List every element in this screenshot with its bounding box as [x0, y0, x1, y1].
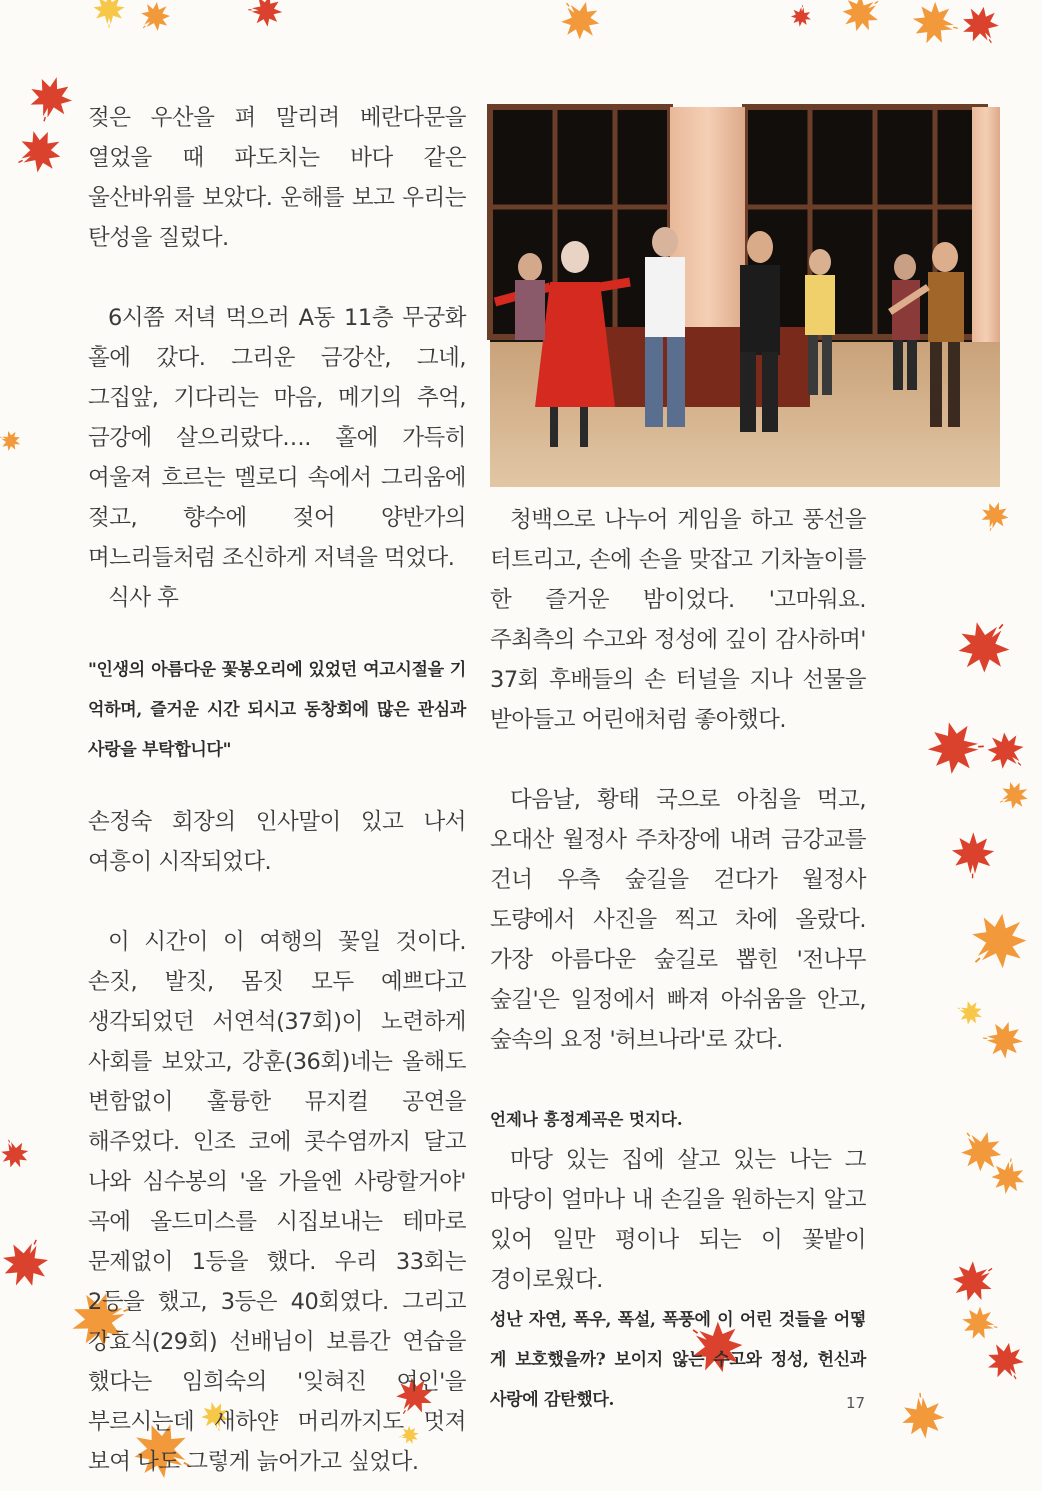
maple-leaf-icon — [944, 609, 1023, 688]
left-column — [88, 98, 466, 1482]
maple-leaf-icon — [10, 120, 72, 182]
president-quote: "인생의 아름다운 꽃봉오리에 있었던 여고시절을 기억하며, 즐거운 시간 되시고 동창회에 많은 관심과 사랑을 부탁합니다" — [88, 650, 466, 770]
paragraph-nature-bold: 성난 자연, 폭우, 폭설, 폭풍에 이 어린 것들을 어떻게 보호했을까? 보이지 않는 수고와 정성, 헌신과 사랑에 감탄했다. — [490, 1300, 866, 1420]
maple-leaf-icon — [987, 1157, 1028, 1198]
maple-leaf-icon — [832, 0, 888, 42]
paragraph-after-meal: 식사 후 — [88, 578, 466, 618]
maple-leaf-icon — [0, 427, 25, 455]
maple-leaf-icon — [958, 898, 1042, 983]
maple-leaf-icon — [924, 719, 983, 778]
subheading-valley: 언제나 흥정계곡은 멋지다. — [490, 1100, 866, 1140]
maple-leaf-icon — [995, 775, 1035, 815]
maple-leaf-icon — [906, 0, 961, 50]
maple-leaf-icon — [977, 722, 1034, 779]
paragraph-garden: 마당 있는 집에 살고 있는 나는 그 마당이 얼마나 내 손길을 원하는지 알고 있어 일만 평이나 되는 이 꽃밭이 경이로웠다. — [490, 1140, 866, 1300]
maple-leaf-icon — [956, 1301, 999, 1344]
maple-leaf-icon — [789, 5, 814, 30]
maple-leaf-icon — [0, 1135, 35, 1174]
maple-leaf-icon — [249, 0, 285, 29]
paragraph-umbrella: 젖은 우산을 펴 말리려 베란다문을 열었을 때 파도치는 바다 같은 울산바위를 보았다. 운해를 보고 우리는 탄성을 질렀다. — [88, 98, 466, 258]
right-column — [490, 500, 866, 1420]
maple-leaf-icon — [897, 1392, 948, 1443]
paragraph-entertainment: 이 시간이 이 여행의 꽃일 것이다. 손짓, 발짓, 몸짓 모두 예쁘다고 생각되었던 서연석(37회)이 노련하게 사회를 보았고, 강훈(36회)네는 올해도 변함없이 훌륭한 뮤지컬 공연을 해주었다. 인조 코에 콧수염까지 달고 나와 심수봉의 '올 가을엔 사랑할거야' 곡에 올드미스를 시집보내는 테마로 문제없이 1등을 했다. 우리 33회는 2등을 했고, 3등은 40회였다. 그리고 강효식(29회) 선배님이 보름간 연습을 했다는 임희숙의 '잊혀진 여인'을 부르시는데 새하얀 머리까지도 멋져 보여 나도 그렇게 늙어가고 싶었다. — [88, 922, 466, 1482]
paragraph-next-day: 다음날, 황태 국으로 아침을 먹고, 오대산 월정사 주차장에 내려 금강교를 건너 우측 숲길을 걷다가 월정사 도량에서 사진을 찍고 차에 올랐다. 가장 아름다운 숲길로 뽑힌 '전나무 숲길'은 일정에서 빠져 아쉬움을 안고, 숲속의 요정 '허브나라'로 갔다. — [490, 780, 866, 1060]
maple-leaf-icon — [976, 496, 1013, 533]
maple-leaf-icon — [92, 0, 126, 26]
maple-leaf-icon — [983, 1018, 1026, 1061]
dance-party-illustration — [490, 107, 1000, 487]
page-number: 17 — [846, 1394, 865, 1412]
paragraph-greeting: 손정숙 회장의 인사말이 있고 나서 여흥이 시작되었다. — [88, 802, 466, 882]
paragraph-games: 청백으로 나누어 게임을 하고 풍선을 터트리고, 손에 손을 맞잡고 기차놀이를 한 즐거운 밤이었다. '고마워요. 주최측의 수고와 정성에 깊이 감사하며' 37회 후배들의 손 터널을 지나 선물을 받아들고 어린애처럼 좋아했다. — [490, 500, 866, 740]
paragraph-dinner: 6시쯤 저녁 먹으러 A동 11층 무궁화 홀에 갔다. 그리운 금강산, 그네, 그집앞, 기다리는 마음, 메기의 추억, 금강에 살으리랐다…. 홀에 가득히 여울져 흐르는 멜로디 속에서 그리움에 젖고, 향수에 젖어 양반가의 며느리들처럼 조신하게 저녁을 먹었다. — [88, 298, 466, 578]
dance-party-photo — [490, 107, 1000, 487]
maple-leaf-icon — [23, 69, 80, 126]
maple-leaf-icon — [133, 0, 178, 39]
maple-leaf-icon — [0, 1232, 58, 1298]
maple-leaf-icon — [950, 830, 997, 877]
maple-leaf-icon — [551, 0, 610, 51]
maple-leaf-icon — [953, 0, 1008, 51]
maple-leaf-icon — [954, 996, 988, 1030]
